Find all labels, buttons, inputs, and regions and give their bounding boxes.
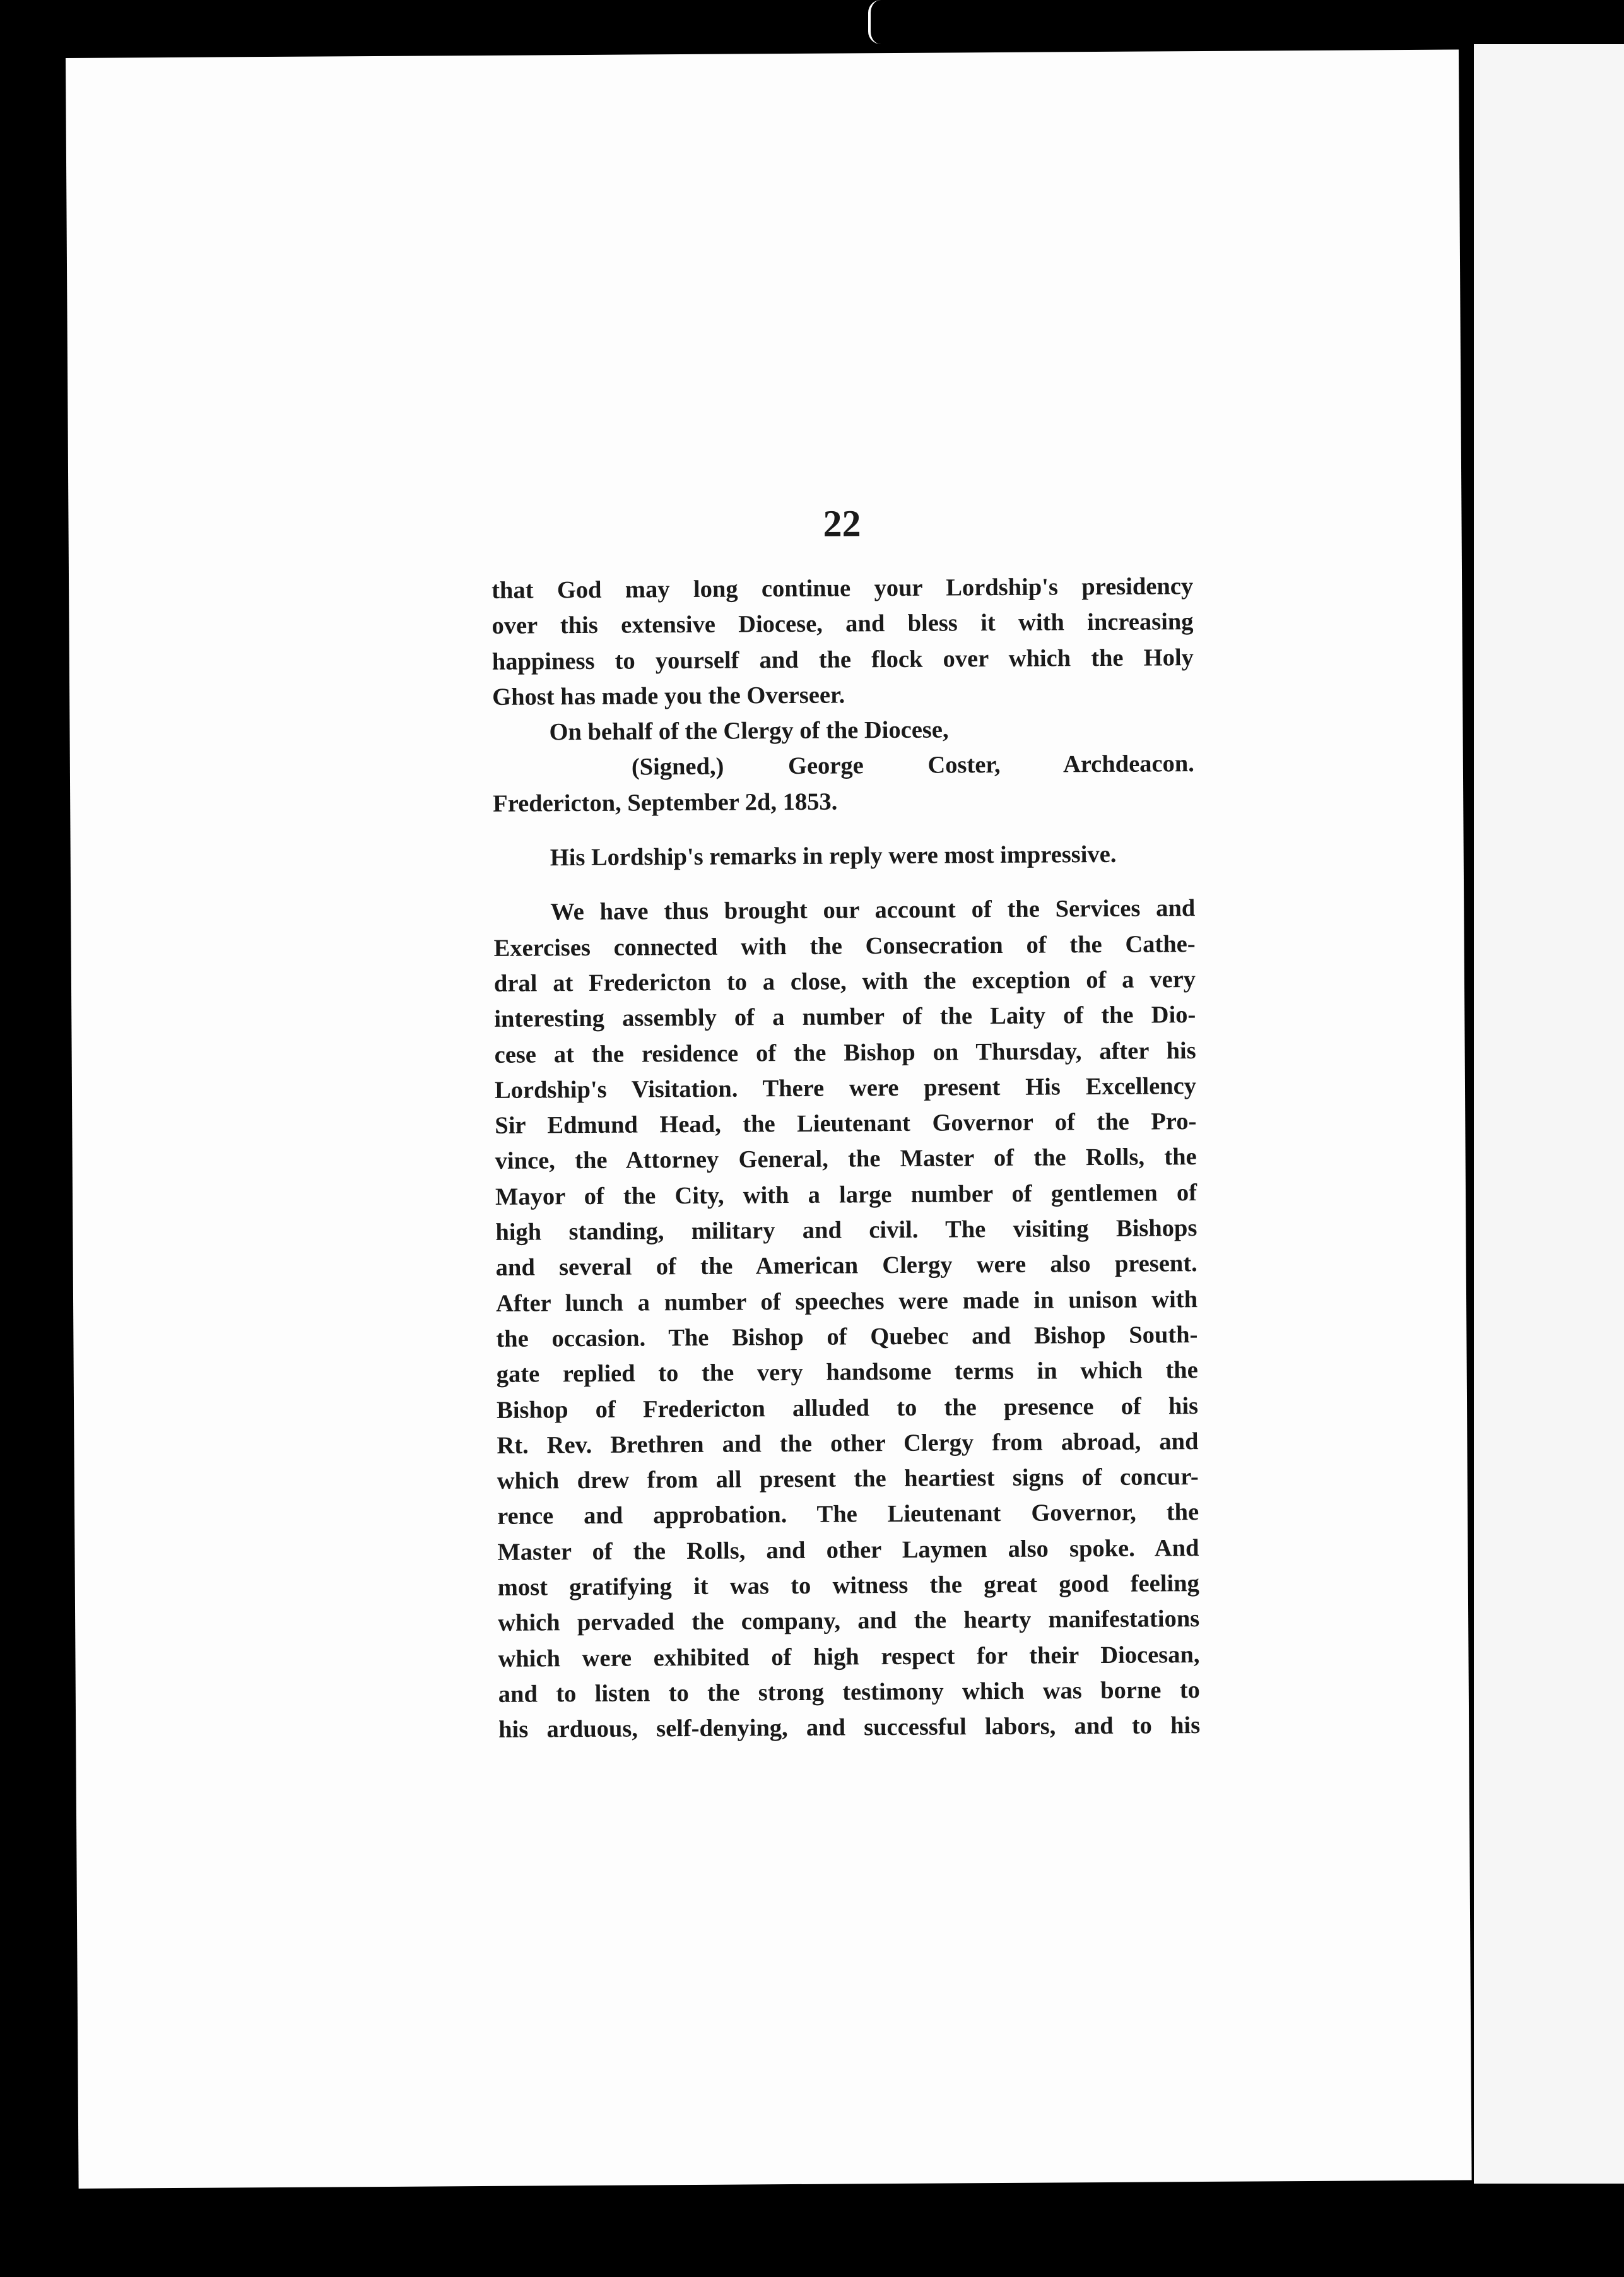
text-block <box>491 499 1200 1748</box>
text-line: which were exhibited of high respect for their Diocesan, <box>498 1641 1200 1672</box>
text-line: Lordship's Visitation. There were present His Excellency <box>494 1072 1197 1104</box>
text-line: and to listen to the strong testimony which was borne to <box>498 1676 1200 1708</box>
text-line: Sir Edmund Head, the Lieutenant Governor of the Pro- <box>495 1108 1197 1140</box>
text-line: and several of the American Clergy were also present. <box>495 1250 1197 1282</box>
text-line: Bishop of Fredericton alluded to the presence of his <box>496 1392 1199 1424</box>
text-line: his arduous, self-denying, and successful labors, and to his <box>498 1712 1201 1744</box>
text-line: which pervaded the company, and the hearty manifestations <box>498 1606 1200 1637</box>
text-line: Exercises connected with the Consecration of the Cathe- <box>493 930 1196 962</box>
text-line: On behalf of the Clergy of the Diocese, <box>549 716 949 746</box>
page-number: 22 <box>823 502 861 545</box>
binding-mark <box>868 0 896 44</box>
text-line: happiness to yourself and the flock over which the Holy <box>491 644 1194 675</box>
text-line: His Lordship's remarks in reply were most impressive. <box>550 841 1117 872</box>
text-line: the occasion. The Bishop of Quebec and Bishop South- <box>496 1322 1198 1352</box>
text-line: cese at the residence of the Bishop on Thursday, after his <box>494 1037 1196 1068</box>
text-line: Mayor of the City, with a large number of gentlemen of <box>495 1179 1197 1210</box>
text-line: dral at Fredericton to a close, with the exception of a very <box>493 966 1196 997</box>
text-line: We have thus brought our account of the Services and <box>550 895 1196 926</box>
text-line: most gratifying it was to witness the great good feeling <box>497 1570 1199 1601</box>
adjacent-page-edge <box>1474 44 1624 2184</box>
text-line: interesting assembly of a number of the Laity of the Dio- <box>494 1002 1196 1033</box>
text-line: over this extensive Diocese, and bless it with increasing <box>491 608 1194 640</box>
text-line: rence and approbation. The Lieutenant Governor, the <box>497 1499 1199 1530</box>
text-line: Ghost has made you the Overseer. <box>492 682 845 711</box>
document-page <box>66 50 1472 2189</box>
text-line: gate replied to the very handsome terms in which the <box>496 1357 1198 1388</box>
text-line: high standing, military and civil. The visiting Bishops <box>495 1215 1197 1246</box>
text-line: vince, the Attorney General, the Master of the Rolls, the <box>495 1144 1197 1175</box>
text-line: Rt. Rev. Brethren and the other Clergy from abroad, and <box>497 1428 1199 1459</box>
text-line: After lunch a number of speeches were made in unison with <box>495 1286 1198 1317</box>
text-line: Master of the Rolls, and other Laymen also spoke. And <box>497 1534 1199 1566</box>
body-text <box>491 569 1200 1748</box>
text-line: Fredericton, September 2d, 1853. <box>493 788 838 817</box>
text-line: (Signed,) George Coster, Archdeacon. <box>631 750 1194 781</box>
text-line: which drew from all present the heartiest signs of concur- <box>497 1464 1199 1494</box>
text-line: that God may long continue your Lordship's presidency <box>491 573 1194 604</box>
